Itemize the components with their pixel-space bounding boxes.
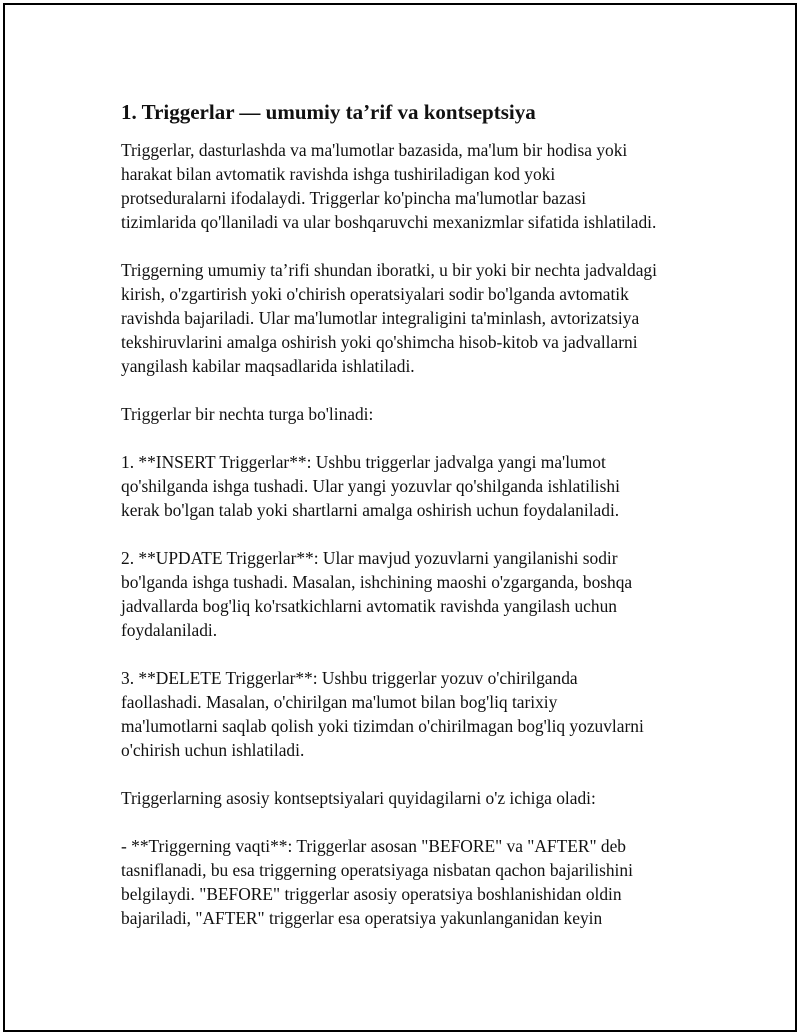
text-line: jadvallarda bog'liq ko'rsatkichlarni avtomatik ravishda yangilash uchun (121, 596, 617, 616)
paragraph-definition (121, 138, 701, 234)
text-line: protseduralarni ifodalaydi. Triggerlar ko'pincha ma'lumotlar bazasi (121, 188, 587, 208)
text-line: belgilaydi. "BEFORE" triggerlar asosiy operatsiya boshlanishidan oldin (121, 884, 622, 904)
text-line: ma'lumotlarni saqlab qolish yoki tizimdan o'chirilmagan bog'liq yozuvlarni (121, 716, 644, 736)
text-line: harakat bilan avtomatik ravishda ishga tushiriladigan kod yoki (121, 164, 556, 184)
text-line: bo'lganda ishga tushadi. Masalan, ishchining maoshi o'zgarganda, boshqa (121, 572, 633, 592)
text-line: foydalaniladi. (121, 620, 218, 640)
text-line: Triggerning umumiy ta’rifi shundan iboratki, u bir yoki bir nechta jadvaldagi (121, 260, 657, 280)
document-body (121, 99, 701, 954)
text-line: faollashadi. Masalan, o'chirilgan ma'lumot bilan bog'liq tarixiy (121, 692, 558, 712)
text-line: kerak bo'lgan talab yoki shartlarni amalga oshirish uchun foydalaniladi. (121, 500, 620, 520)
paragraph-general-definition (121, 258, 701, 378)
list-item-delete (121, 666, 701, 762)
text-line: 1. **INSERT Triggerlar**: Ushbu triggerlar jadvalga yangi ma'lumot (121, 452, 606, 472)
paragraph-concepts-intro (121, 786, 701, 810)
text-line: 2. **UPDATE Triggerlar**: Ular mavjud yozuvlarni yangilanishi sodir (121, 548, 618, 568)
list-item-trigger-timing (121, 834, 701, 930)
text-line: kirish, o'zgartirish yoki o'chirish operatsiyalari sodir bo'lganda avtomatik (121, 284, 629, 304)
text-line: Triggerlar bir nechta turga bo'linadi: (121, 404, 374, 424)
text-line: ravishda bajariladi. Ular ma'lumotlar integraligini ta'minlash, avtorizatsiya (121, 308, 640, 328)
text-line: Triggerlar, dasturlashda va ma'lumotlar bazasida, ma'lum bir hodisa yoki (121, 140, 628, 160)
text-line: Triggerlarning asosiy kontseptsiyalari quyidagilarni o'z ichiga oladi: (121, 788, 596, 808)
text-line: tekshiruvlarini amalga oshirish yoki qo'shimcha hisob-kitob va jadvallarni (121, 332, 638, 352)
text-line: o'chirish uchun ishlatiladi. (121, 740, 305, 760)
page-frame (3, 3, 797, 1032)
section-heading: 1. Triggerlar — umumiy ta’rif va kontseptsiya (121, 100, 536, 124)
text-line: bajariladi, "AFTER" triggerlar esa operatsiya yakunlanganidan keyin (121, 908, 603, 928)
text-line: tasniflanadi, bu esa triggerning operatsiyaga nisbatan qachon bajarilishini (121, 860, 633, 880)
text-line: qo'shilganda ishga tushadi. Ular yangi yozuvlar qo'shilganda ishlatilishi (121, 476, 620, 496)
text-line: - **Triggerning vaqti**: Triggerlar asosan "BEFORE" va "AFTER" deb (121, 836, 627, 856)
text-line: 3. **DELETE Triggerlar**: Ushbu triggerlar yozuv o'chirilganda (121, 668, 578, 688)
text-line: tizimlarida qo'llaniladi va ular boshqaruvchi mexanizmlar sifatida ishlatiladi. (121, 212, 657, 232)
text-line: yangilash kabilar maqsadlarida ishlatiladi. (121, 356, 415, 376)
list-item-update (121, 546, 701, 642)
paragraph-types-intro (121, 402, 701, 426)
list-item-insert (121, 450, 701, 522)
